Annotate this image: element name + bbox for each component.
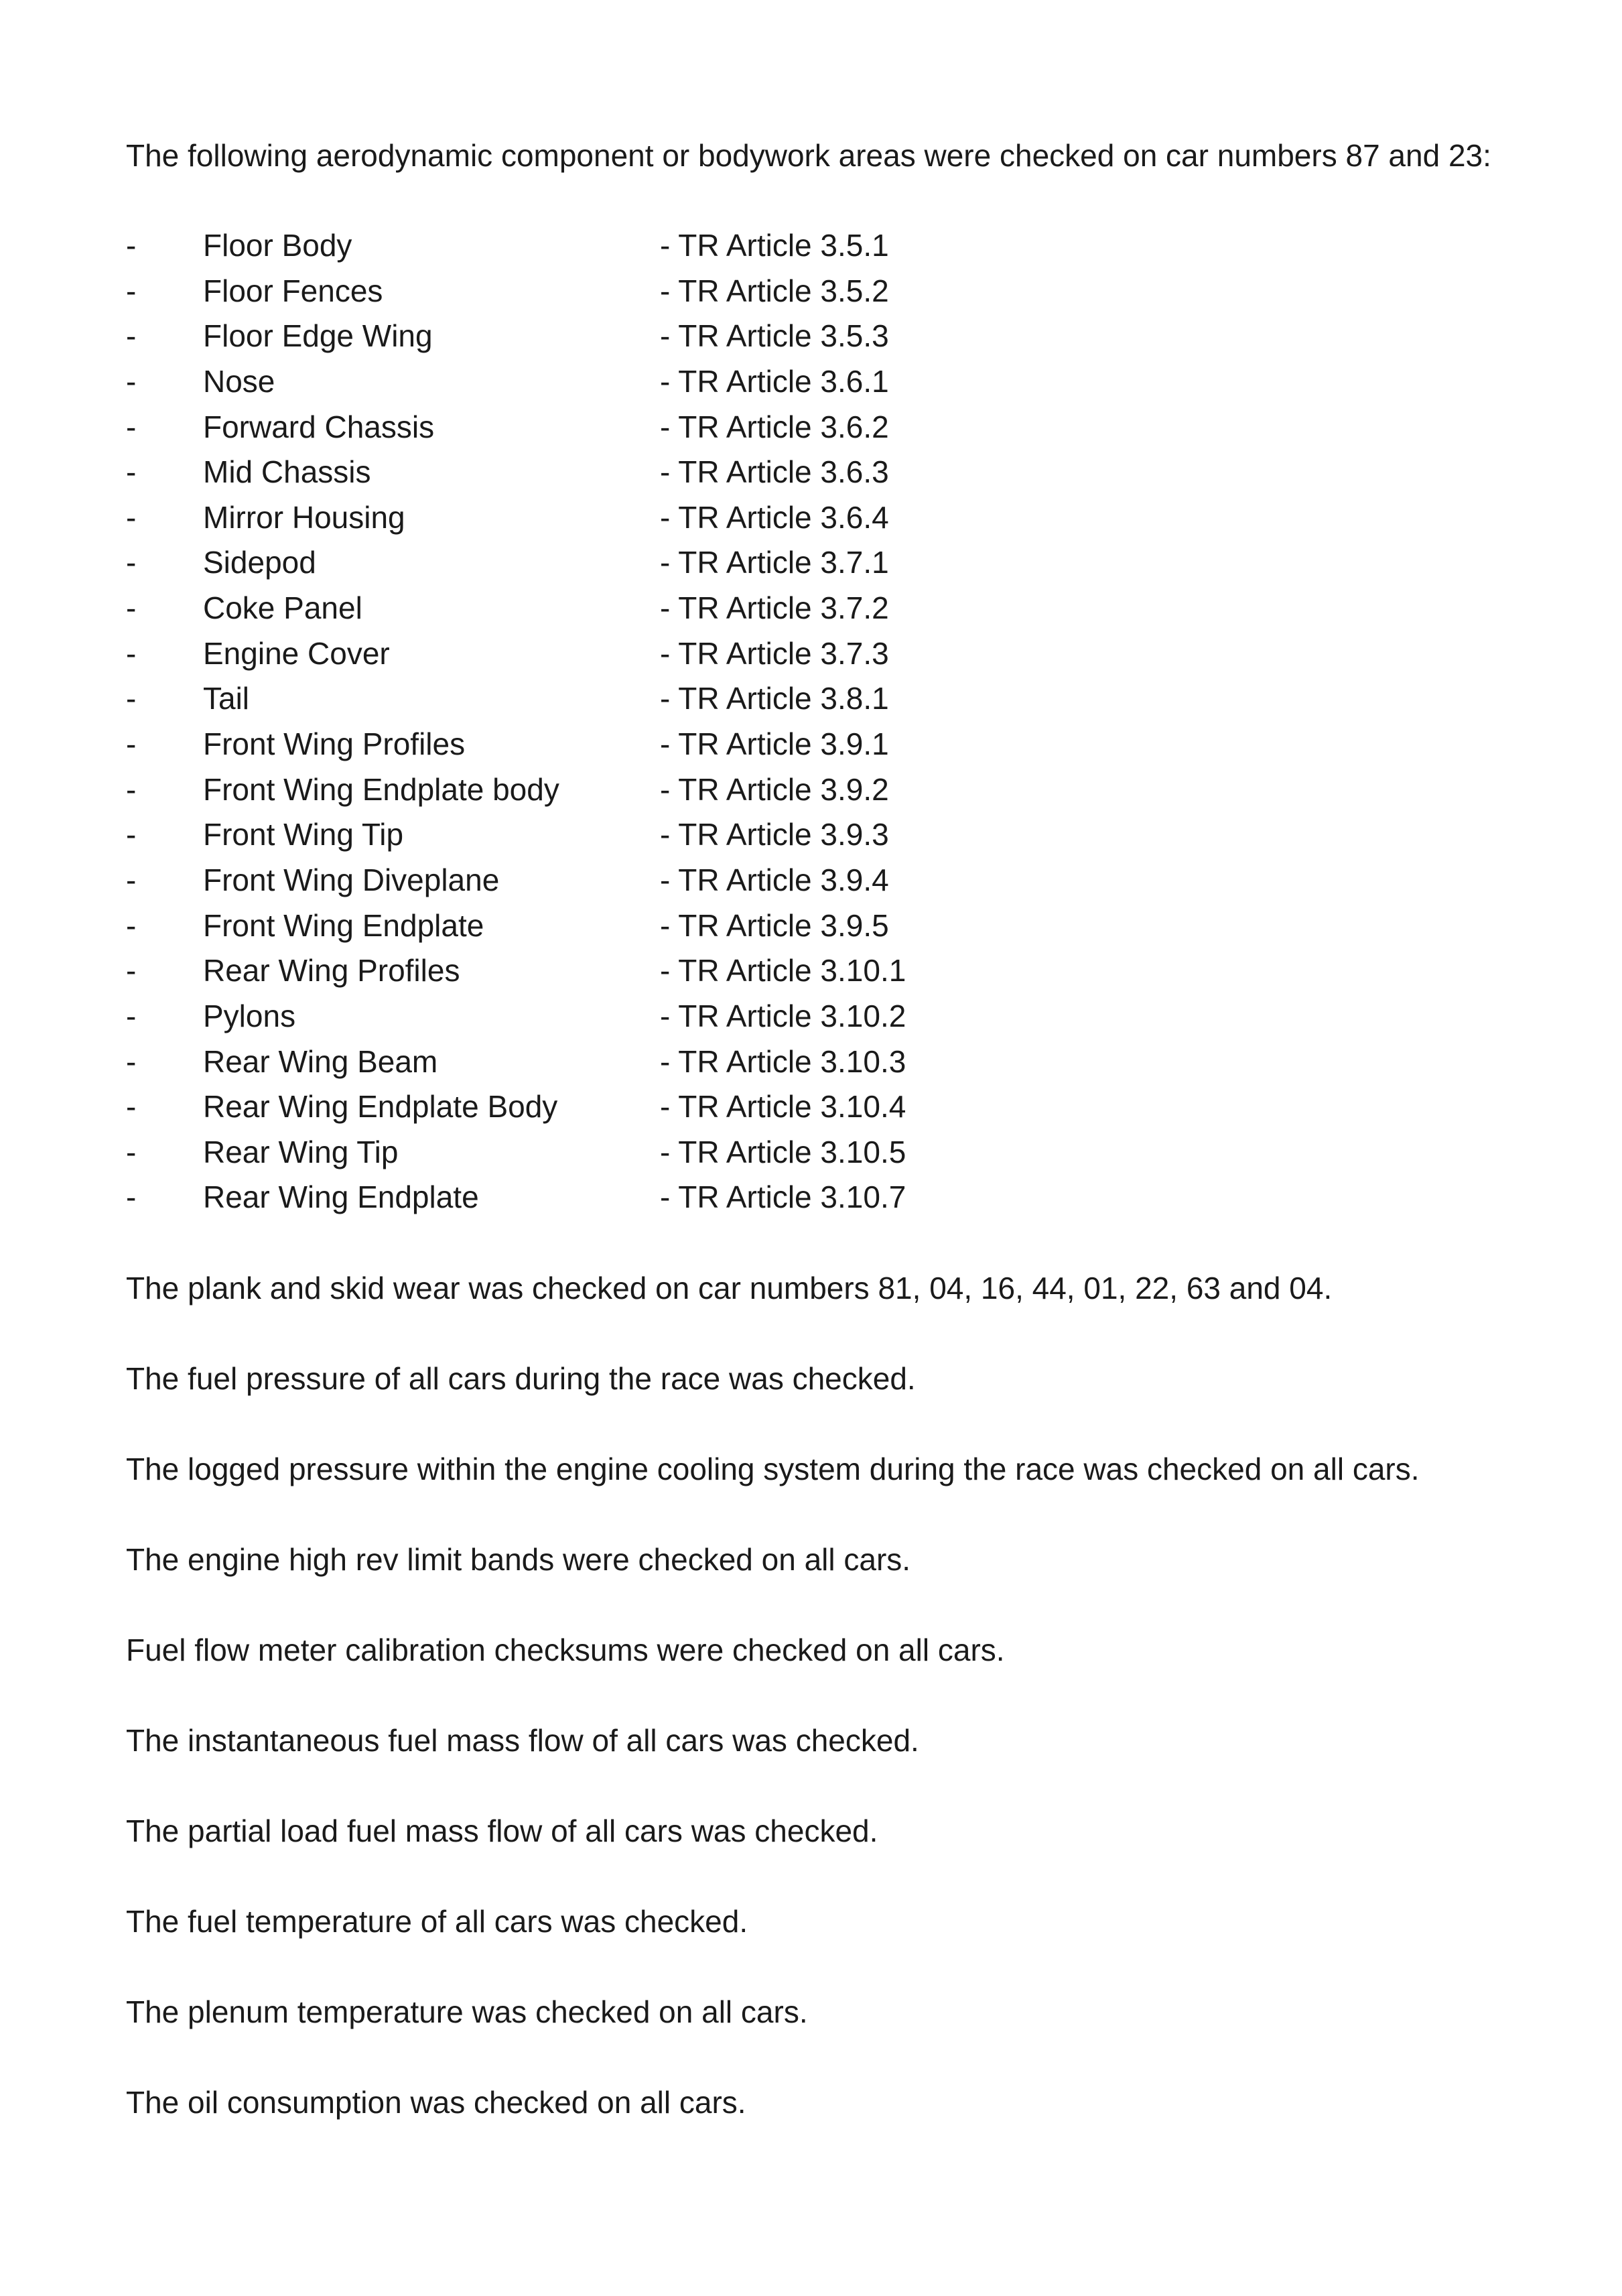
list-dash: - [126, 771, 137, 807]
article-reference: - TR Article 3.10.1 [660, 953, 906, 988]
article-reference: - TR Article 3.10.7 [660, 1179, 906, 1215]
component-name: Rear Wing Profiles [203, 953, 460, 988]
oil-consumption-paragraph: The oil consumption was checked on all cars. [126, 2085, 746, 2120]
list-item [0, 363, 1622, 408]
intro-paragraph: The following aerodynamic component or bodywork areas were checked on car numbers 87 and 23: [126, 138, 1491, 173]
component-name: Coke Panel [203, 590, 362, 626]
component-name: Engine Cover [203, 635, 390, 671]
article-reference: - TR Article 3.5.3 [660, 318, 889, 354]
partial-load-flow-paragraph: The partial load fuel mass flow of all cars was checked. [126, 1813, 878, 1848]
list-dash: - [126, 1134, 137, 1169]
list-dash: - [126, 363, 137, 399]
list-dash: - [126, 726, 137, 762]
component-name: Tail [203, 681, 250, 716]
article-reference: - TR Article 3.9.5 [660, 907, 889, 943]
article-reference: - TR Article 3.6.1 [660, 363, 889, 399]
list-dash: - [126, 590, 137, 626]
article-reference: - TR Article 3.10.5 [660, 1134, 906, 1169]
list-dash: - [126, 499, 137, 535]
list-dash: - [126, 273, 137, 308]
component-name: Sidepod [203, 545, 316, 580]
component-name: Rear Wing Endplate [203, 1179, 479, 1215]
component-name: Forward Chassis [203, 409, 435, 444]
component-name: Front Wing Endplate [203, 907, 484, 943]
list-dash: - [126, 998, 137, 1033]
list-item [0, 408, 1622, 454]
article-reference: - TR Article 3.9.2 [660, 771, 889, 807]
component-list [0, 227, 1622, 1224]
list-dash: - [126, 635, 137, 671]
fuel-pressure-paragraph: The fuel pressure of all cars during the race was checked. [126, 1361, 916, 1396]
component-name: Floor Edge Wing [203, 318, 433, 354]
instantaneous-flow-paragraph: The instantaneous fuel mass flow of all cars was checked. [126, 1723, 919, 1758]
component-name: Mirror Housing [203, 499, 405, 535]
article-reference: - TR Article 3.10.4 [660, 1089, 906, 1125]
list-item [0, 1088, 1622, 1133]
article-reference: - TR Article 3.7.3 [660, 635, 889, 671]
fuel-temperature-paragraph: The fuel temperature of all cars was checked. [126, 1904, 748, 1939]
list-dash: - [126, 1179, 137, 1215]
component-name: Pylons [203, 998, 296, 1033]
component-name: Rear Wing Beam [203, 1043, 438, 1079]
list-item [0, 227, 1622, 272]
list-dash: - [126, 454, 137, 490]
list-item [0, 1043, 1622, 1088]
list-item [0, 499, 1622, 544]
list-item [0, 680, 1622, 725]
plank-skid-paragraph: The plank and skid wear was checked on car numbers 81, 04, 16, 44, 01, 22, 63 and 04. [126, 1271, 1333, 1305]
list-dash: - [126, 862, 137, 897]
article-reference: - TR Article 3.7.2 [660, 590, 889, 626]
cooling-pressure-paragraph: The logged pressure within the engine cooling system during the race was checked on all cars. [126, 1452, 1420, 1486]
list-item [0, 272, 1622, 318]
component-name: Mid Chassis [203, 454, 371, 490]
list-dash: - [126, 1043, 137, 1079]
article-reference: - TR Article 3.7.1 [660, 545, 889, 580]
article-reference: - TR Article 3.5.2 [660, 273, 889, 308]
list-item [0, 1178, 1622, 1224]
list-item [0, 952, 1622, 997]
component-name: Nose [203, 363, 275, 399]
list-dash: - [126, 681, 137, 716]
article-reference: - TR Article 3.10.3 [660, 1043, 906, 1079]
list-item [0, 725, 1622, 771]
plenum-temperature-paragraph: The plenum temperature was checked on all cars. [126, 1994, 808, 2029]
list-dash: - [126, 318, 137, 354]
component-name: Floor Body [203, 228, 352, 263]
rev-limit-paragraph: The engine high rev limit bands were checked on all cars. [126, 1542, 911, 1577]
list-dash: - [126, 409, 137, 444]
component-name: Front Wing Diveplane [203, 862, 500, 897]
article-reference: - TR Article 3.6.2 [660, 409, 889, 444]
list-item [0, 771, 1622, 816]
component-name: Rear Wing Endplate Body [203, 1089, 558, 1125]
article-reference: - TR Article 3.5.1 [660, 228, 889, 263]
article-reference: - TR Article 3.9.3 [660, 817, 889, 852]
list-item [0, 317, 1622, 363]
list-item [0, 589, 1622, 635]
list-dash: - [126, 228, 137, 263]
article-reference: - TR Article 3.9.4 [660, 862, 889, 897]
fuel-flow-checksum-paragraph: Fuel flow meter calibration checksums were checked on all cars. [126, 1633, 1005, 1667]
article-reference: - TR Article 3.8.1 [660, 681, 889, 716]
article-reference: - TR Article 3.6.3 [660, 454, 889, 490]
article-reference: - TR Article 3.10.2 [660, 998, 906, 1033]
list-item [0, 1133, 1622, 1179]
list-item [0, 635, 1622, 680]
component-name: Front Wing Tip [203, 817, 404, 852]
list-dash: - [126, 907, 137, 943]
component-name: Rear Wing Tip [203, 1134, 399, 1169]
list-item [0, 453, 1622, 499]
component-name: Floor Fences [203, 273, 383, 308]
article-reference: - TR Article 3.9.1 [660, 726, 889, 762]
list-item [0, 907, 1622, 952]
list-dash: - [126, 953, 137, 988]
list-dash: - [126, 817, 137, 852]
list-item [0, 997, 1622, 1043]
article-reference: - TR Article 3.6.4 [660, 499, 889, 535]
list-item [0, 861, 1622, 907]
component-name: Front Wing Profiles [203, 726, 466, 762]
list-item [0, 816, 1622, 861]
list-dash: - [126, 545, 137, 580]
component-name: Front Wing Endplate body [203, 771, 559, 807]
list-item [0, 544, 1622, 589]
list-dash: - [126, 1089, 137, 1125]
